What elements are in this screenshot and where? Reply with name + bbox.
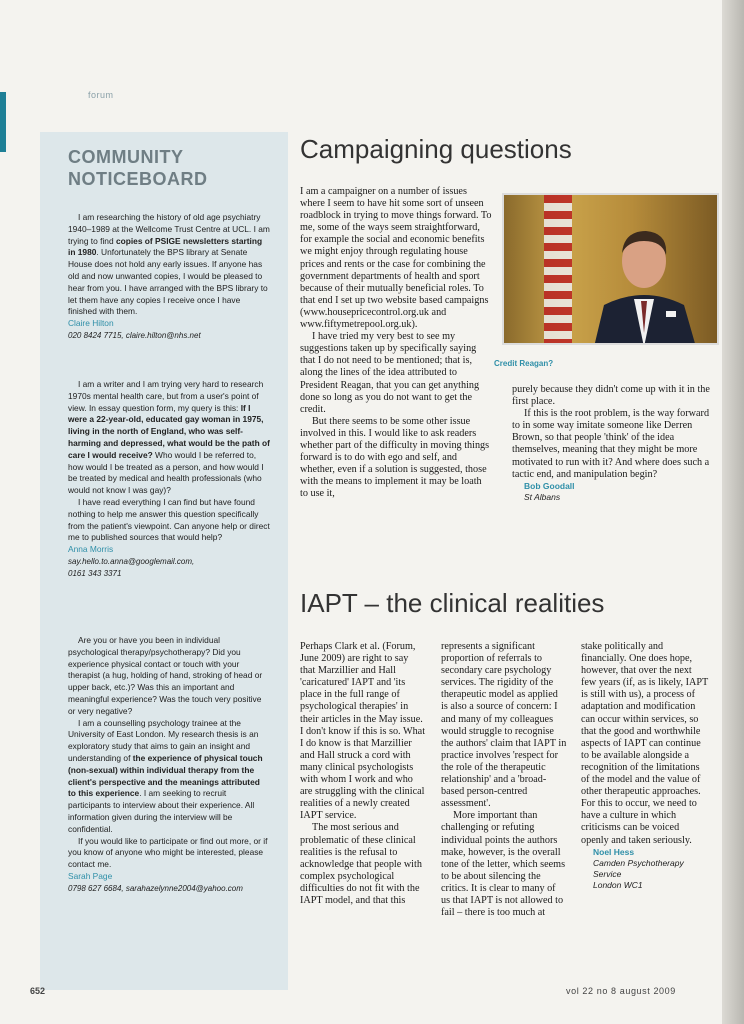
article-1-para: I have tried my very best to see my suggestions taken up by specifically saying that I do not need to be mentioned; that is, along the lines of the idea attributed to President Reagan, that you can get anything done so long as you do not want to get the credit. (300, 331, 480, 415)
page-number: 652 (30, 986, 46, 996)
notice-1-body: I am researching the history of old age psychiatry 1940–1989 at the Wellcome Trust Centre at UCL. I am trying to find copies of PSIGE newsletters starting in 1980. Unfortunately the BPS library at Senate House does not hold any early issues. If anyone has old and now unwanted copies, I would be pleased to hear from you. I have arranged with the BPS library to let them have any copies I receive once I have finished with them. (68, 212, 270, 317)
accent-strip (0, 92, 6, 152)
article-2-col-3 (581, 641, 709, 891)
article-2-para: represents a significant proportion of referrals to secondary care psychology services. The rigidity of the therapeutic model as applied is also a source of concern: I and many of my colleagues would struggle to recognise the authors' claim that IAPT in practice involves 'respect for the role of the therapeutic relationship' and a 'broad-based person-centred assessment'. (441, 641, 567, 810)
notice-3-body-2: I am a counselling psychology trainee at the University of East London. My research thesis is an exploratory study that aims to gain an insight and understanding of the experience of physical touch (non-sexual) within individual therapy from the client's perspective and the meanings attributed to this experience. I am seeking to recruit participants to interview about their experience. All information given during the interview will be confidential. (68, 717, 263, 834)
article-2-location-1: Camden Psychotherapy (593, 857, 684, 868)
notice-2-phone: 0161 343 3371 (68, 568, 122, 578)
notice-2-body: I am a writer and I am trying very hard to research 1970s mental health care, but from a user's point of view. In essay question form, my query is this: If I were a 22-year-old, educated gay woman in 1975, living in the north of England, who was self-harming and depressed, what would be the path of care I would receive? Who would I be referred to, how would I be treated as a person, and how would I be treated by medical and health professionals (who would not know I was gay)? (68, 379, 270, 496)
notice-3 (68, 635, 270, 895)
article-2-heading: IAPT – the clinical realities (300, 588, 605, 618)
article-2-location-2: Service (593, 868, 622, 879)
noticeboard-title-line1: COMMUNITY (68, 147, 184, 167)
page-edge (722, 0, 744, 1024)
article-1-col-2 (512, 384, 710, 503)
article-1-location: St Albans (524, 491, 561, 502)
article-1-para: purely because they didn't come up with it in the first place. (512, 384, 710, 408)
notice-2-email[interactable]: say.hello.to.anna@googlemail.com, (68, 556, 195, 566)
article-2-col-2 (441, 641, 567, 919)
article-1-heading: Campaigning questions (300, 134, 572, 164)
notice-3-name: Sarah Page (68, 870, 113, 881)
article-1-author: Bob Goodall (524, 480, 575, 491)
notice-1-contact[interactable]: 020 8424 7715, claire.hilton@nhs.net (68, 330, 201, 340)
notice-3-contact[interactable]: 0798 627 6684, sarahazelynne2004@yahoo.com (68, 883, 243, 893)
notice-2-body-2: I have read everything I can find but have found nothing to help me answer this question specifically from the patient's viewpoint. Can anyone help or direct me to published sources that would help? (68, 496, 270, 543)
portrait-figure (584, 213, 704, 345)
notice-1-name: Claire Hilton (68, 318, 114, 329)
article-2-para: The most serious and problematic of these clinical realities is the refusal to acknowledge that people with complex psychological difficulties do not fit with the IAPT model, and that this (300, 822, 422, 906)
notice-2-name: Anna Morris (68, 544, 114, 555)
notice-3-body-3: If you would like to participate or find out more, or if you know of anyone who might be interested, please contact me. (68, 835, 268, 870)
photo-caption: Credit Reagan? (494, 359, 554, 368)
article-2-para: More important than challenging or refuting individual points the authors make, however, is the overall tone of the letter, which seems to be about silencing the critics. It is clear to many of us that IAPT is not allowed to fail – there is too much at (441, 810, 566, 919)
flag-shape (544, 195, 572, 345)
noticeboard-title (68, 146, 208, 190)
reagan-photo (502, 193, 719, 345)
article-1-para: I am a campaigner on a number of issues where I seem to have hit some sort of unseen roadblock in trying to move things forward. To me, some of the ways seem straightforward, for example the social and economic benefits we might enjoy through regulating house prices and rents or the case for combining the government departments of health and sport because of their mutually beneficial roles. To that end I set up two website based campaigns (www.housepricecontrol.org.uk and www.fiftymetrepool.org.uk). (300, 186, 492, 331)
noticeboard-title-line2: NOTICEBOARD (68, 169, 208, 189)
article-2-para: Perhaps Clark et al. (Forum, June 2009) are right to say that Marzillier and Hall 'caricatured' IAPT and 'its place in the full range of psychological therapies' in their articles in the May issue. I don't know if this is so. What I do know is that Marzillier and Hall struck a cord with many clinical psychologists with whom I work and who are struggling with the clinical realities of a newly created IAPT service. (300, 641, 426, 822)
article-2-author: Noel Hess (593, 846, 635, 857)
article-1-col-1 (300, 186, 492, 500)
issue-info: vol 22 no 8 august 2009 (566, 986, 676, 996)
article-2-col-1 (300, 641, 426, 907)
notice-3-body-1: Are you or have you been in individual psychological therapy/psychotherapy? Did you experience physical contact or touch with your therapist (a hug, holding of hand, stroking of head or upper back, etc.)? Was this an important and meaningful experience? Was the touch very positive or very negative? (68, 635, 263, 716)
section-label: forum (88, 90, 114, 100)
notice-2 (68, 379, 270, 580)
article-1-para: But there seems to be some other issue involved in this. I would like to ask readers whether part of the difficulty in moving things forward is to do with ego and self, and whether, even if a solution is suggested, those with the means to implement it may be loath to use it, (300, 415, 490, 500)
article-2-location-3: London WC1 (593, 879, 643, 890)
article-2-para: stake politically and financially. One does hope, however, that over the next few years (if, as is likely, IAPT is still with us), a process of adaptation and modification can occur within services, so that the good and worthwhile aspects of IAPT can continue to be available alongside a recognition of the limitations of the model and the value of other therapeutic approaches. For this to occur, we need to have a culture in which criticisms can be voiced openly and taken seriously. (581, 641, 709, 846)
notice-1 (68, 212, 270, 342)
article-1-para: If this is the root problem, is the way forward to in some way imitate someone like Derren Brown, so that people 'think' of the idea themselves, meaning that they might be more motivated to run with it? And where does such a tactic end, and manipulation begin? (512, 408, 710, 480)
